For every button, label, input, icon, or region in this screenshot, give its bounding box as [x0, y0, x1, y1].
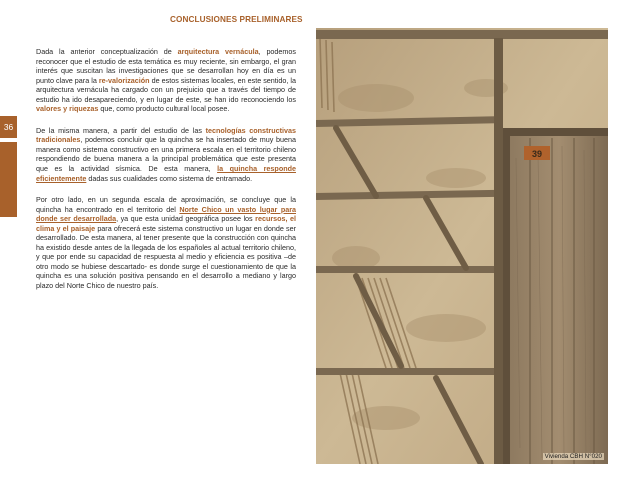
- paragraph-1: [36, 47, 296, 114]
- paragraph-2: [36, 126, 296, 183]
- paragraph-3: [36, 195, 296, 290]
- highlighted-term: valores y riquezas: [36, 104, 99, 114]
- body-text: [36, 47, 296, 303]
- quincha-wall-photo: [316, 28, 608, 464]
- chapter-label: CAPÍTULO II: [5, 300, 13, 342]
- text-run: Por otro lado, en un segunda escala de aproximación, se concluye que la quincha ha encontrado en el territorio del: [36, 195, 296, 214]
- page-number: 36: [0, 116, 17, 138]
- highlighted-term: tecnologías constructivas tradicionales: [36, 125, 296, 145]
- text-run: para ofrecerá este sistema constructivo un lugar en donde ser desarrollado. De esta manera, al tener presente que la construcción con quincha ha existido desde antes de la llegada de los españoles al actual territorio chileno, y que por ende su capacidad de respuesta al medio y eficiencia es positiva –de otro modo se hubiese descartado- es donde surge el cuestionamiento de que la quincha es una solución positiva pensando en el desarrollo a mediano y largo plazo del Norte Chico de nuestro país.: [36, 223, 296, 291]
- highlighted-term: la quincha responde eficientemente: [36, 164, 296, 183]
- text-run: dadas sus cualidades como sistema de entramado.: [86, 173, 253, 183]
- text-run: , podemos concluir que la quincha se ha insertado de muy buena manera como sistema constructivo en una primera escala en el territorio chileno respondiendo de buena manera a la principal problemática que este presenta que es la actividad sísmica. De esta manera,: [36, 135, 296, 174]
- text-run: Dada la anterior conceptualización de: [36, 47, 178, 56]
- highlighted-term: re-valorización: [98, 75, 150, 85]
- highlighted-term: arquitectura vernácula: [177, 47, 259, 56]
- highlighted-term: recursos, el clima y el paisaje: [36, 214, 297, 233]
- text-run: que, como producto cultural local posee.: [98, 104, 230, 114]
- text-run: , ya que esta unidad geográfica posee los: [116, 214, 256, 224]
- text-run: De la misma manera, a partir del estudio de las: [36, 125, 206, 135]
- section-heading: CONCLUSIONES PRELIMINARES: [170, 15, 303, 24]
- text-run: , podemos reconocer que el estudio de esta temática es muy reciente, sin embargo, el gran interés que suscitan las investigaciones que se desarrollan hoy en día es un punto clave para la: [36, 47, 297, 85]
- chapter-tab: [0, 142, 17, 342]
- highlighted-term: Norte Chico un vasto lugar para donde ser desarrollada: [36, 204, 296, 224]
- text-run: de estos sistemas locales, en este sentido, la arquitectura vernácula ha cargado con un prejuicio que a través del tiempo de estudio ha ido desapareciendo, y en lugar de este, se han ido reconociendo los: [36, 75, 297, 104]
- photo-caption: Vivienda CBH N°020: [544, 453, 602, 460]
- door-number: 39: [531, 149, 543, 159]
